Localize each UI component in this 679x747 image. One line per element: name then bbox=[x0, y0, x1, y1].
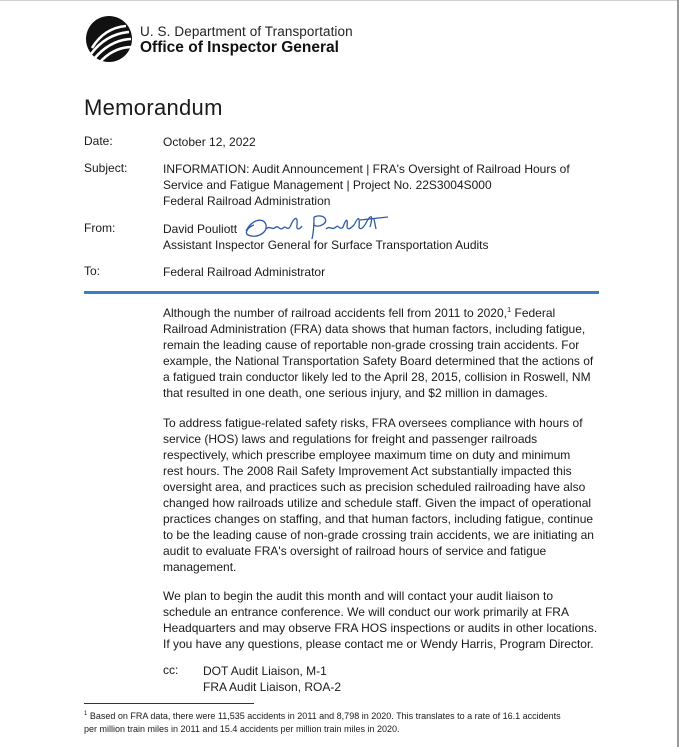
text-line: practices changes on staffing, and that human factors, including fatigue, continue bbox=[163, 512, 594, 526]
date-label: Date: bbox=[84, 134, 113, 148]
to-value: Federal Railroad Administrator bbox=[163, 265, 326, 279]
text-line: respectively, which prescribe employee maximum time on duty and minimum bbox=[163, 448, 571, 462]
subject-line: Service and Fatigue Management | Project No. 22S3004S000 bbox=[163, 178, 492, 192]
cc-recipient: FRA Audit Liaison, ROA-2 bbox=[203, 680, 342, 694]
paragraph-audit-plan bbox=[163, 588, 603, 652]
subject-value bbox=[163, 161, 570, 209]
paragraph-fatigue-risks bbox=[163, 415, 603, 575]
text-line: that resulted in one death, one serious injury, and $2 million in damages. bbox=[163, 386, 548, 400]
text-line: changed how railroads utilize and schedule staff. Given the impact of operational bbox=[163, 496, 592, 510]
from-label: From: bbox=[84, 221, 116, 235]
from-title: Assistant Inspector General for Surface Transportation Audits bbox=[163, 238, 489, 252]
to-label: To: bbox=[84, 264, 101, 278]
text-line: management. bbox=[163, 560, 237, 574]
footnote-line: per million train miles in 2011 and 15.4 accidents per million train miles in 2020. bbox=[84, 724, 400, 734]
text-line: Railroad Administration (FRA) data shows that human factors, including fatigue, bbox=[163, 322, 586, 336]
date-value: October 12, 2022 bbox=[163, 135, 256, 149]
footnote bbox=[84, 710, 599, 736]
subject-line: INFORMATION: Audit Announcement | FRA's Oversight of Railroad Hours of bbox=[163, 162, 570, 176]
page-top-edge bbox=[0, 0, 679, 1]
text-line: remain the leading cause of reportable non-grade crossing train accidents. For bbox=[163, 338, 580, 352]
cc-label: cc: bbox=[163, 663, 179, 677]
org-department: U. S. Department of Transportation bbox=[140, 24, 353, 39]
org-office: Office of Inspector General bbox=[140, 39, 339, 56]
text-line: rest hours. The 2008 Rail Safety Improvement Act substantially impacted this bbox=[163, 464, 572, 478]
header-divider bbox=[84, 291, 599, 294]
swirl-logo-icon bbox=[84, 14, 134, 64]
memo-title: Memorandum bbox=[84, 95, 223, 120]
subject-line: Federal Railroad Administration bbox=[163, 194, 331, 208]
footnote-divider bbox=[84, 703, 254, 704]
text-line: a fatigued train conductor likely led to the April 28, 2015, collision in Roswell, NM bbox=[163, 370, 591, 384]
text-line: service (HOS) laws and regulations for freight and passenger railroads bbox=[163, 432, 538, 446]
text-line: to be the leading cause of non-grade crossing train accidents, we are initiating an bbox=[163, 528, 594, 542]
footnote-marker: 1 bbox=[84, 711, 88, 717]
text-line: schedule an entrance conference. We will conduct our work primarily at FRA bbox=[163, 605, 569, 619]
text-line: Headquarters and may observe FRA HOS inspections or audits in other locations. bbox=[163, 621, 598, 635]
text-line: Although the number of railroad accidents fell from 2011 to 2020,$^1$ Federal bbox=[163, 305, 556, 320]
from-name: David Pouliott bbox=[163, 222, 238, 236]
cc-recipient: DOT Audit Liaison, M-1 bbox=[203, 664, 327, 678]
text-line: If you have any questions, please contact me or Wendy Harris, Program Director. bbox=[163, 637, 594, 651]
text-line: example, the National Transportation Safety Board determined that the actions of bbox=[163, 354, 594, 368]
text-line: To address fatigue-related safety risks, FRA oversees compliance with hours of bbox=[163, 416, 583, 430]
footnote-ref: 1 bbox=[507, 305, 512, 314]
text-line: audit to evaluate FRA's oversight of railroad hours of service and fatigue bbox=[163, 544, 547, 558]
subject-label: Subject: bbox=[84, 161, 128, 175]
paragraph-intro bbox=[163, 305, 603, 401]
footnote-line: $^1$ Based on FRA data, there were 11,535 accidents in 2011 and 8,798 in 2020. This translates to a rate of 16.1 accidents bbox=[84, 711, 561, 721]
text-line: oversight area, and practices such as precision scheduled railroading have also bbox=[163, 480, 586, 494]
signature-image bbox=[242, 209, 392, 243]
cc-recipients bbox=[203, 663, 341, 695]
text-line: We plan to begin the audit this month and will contact your audit liaison to bbox=[163, 589, 554, 603]
